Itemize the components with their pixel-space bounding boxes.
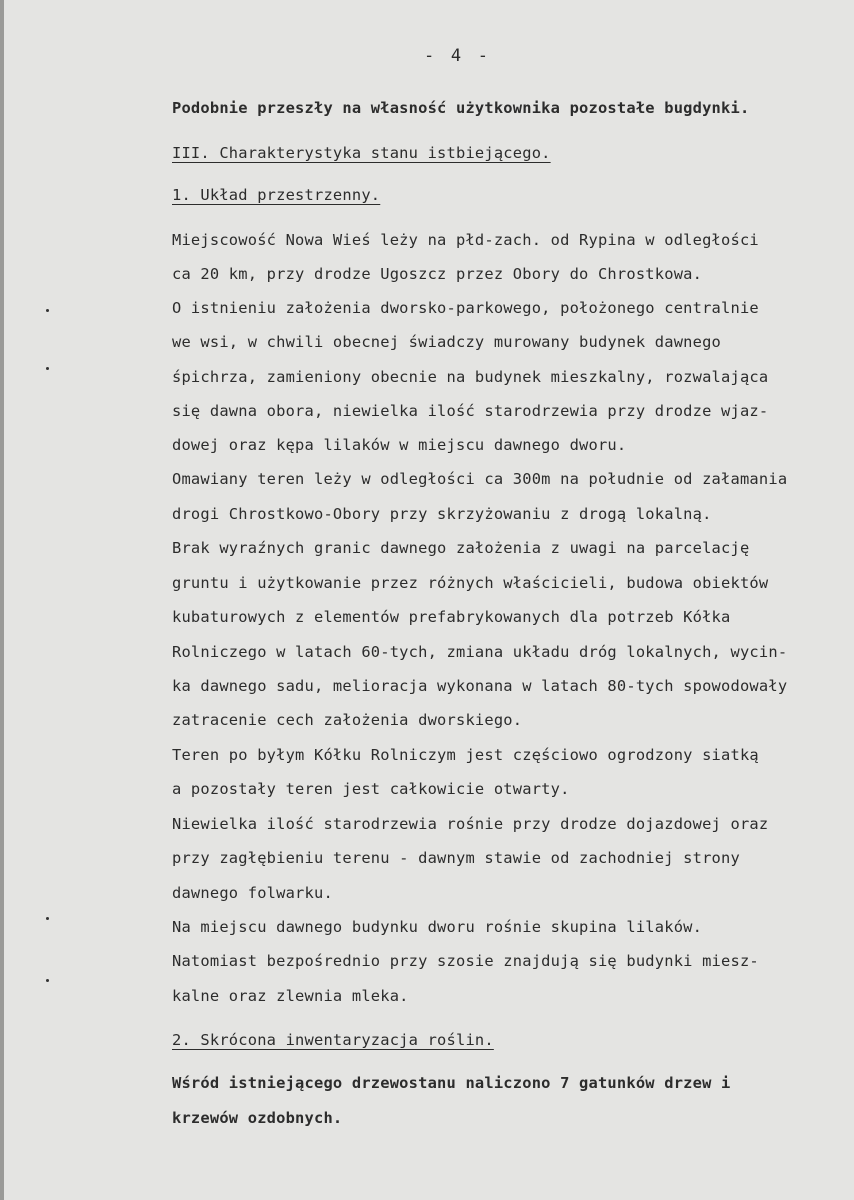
text-line: gruntu i użytkowanie przez różnych właścicieli, budowa obiektów xyxy=(172,574,769,592)
page-number: - 4 - xyxy=(424,46,489,66)
text-line: przy zagłębieniu terenu - dawnym stawie od zachodniej strony xyxy=(172,849,740,867)
text-line: a pozostały teren jest całkowicie otwarty. xyxy=(172,780,570,798)
text-line: drogi Chrostkowo-Obory przy skrzyżowaniu z drogą lokalną. xyxy=(172,505,712,523)
margin-mark xyxy=(46,979,49,982)
text-line: Omawiany teren leży w odległości ca 300m na południe od załamania xyxy=(172,470,788,488)
text-line: się dawna obora, niewielka ilość starodrzewia przy drodze wjaz- xyxy=(172,402,769,420)
margin-mark xyxy=(46,367,49,370)
margin-mark xyxy=(46,309,49,312)
text-line: Miejscowość Nowa Wieś leży na płd-zach. od Rypina w odległości xyxy=(172,231,759,249)
text-line: ca 20 km, przy drodze Ugoszcz przez Obory do Chrostkowa. xyxy=(172,265,703,283)
text-line: kalne oraz zlewnia mleka. xyxy=(172,987,409,1005)
text-line: kubaturowych z elementów prefabrykowanych dla potrzeb Kółka xyxy=(172,608,731,626)
text-line: Rolniczego w latach 60-tych, zmiana układu dróg lokalnych, wycin- xyxy=(172,643,788,661)
subsection-heading: 2. Skrócona inwentaryzacja roślin. xyxy=(172,1031,494,1049)
text-line: Teren po byłym Kółku Rolniczym jest częściowo ogrodzony siatką xyxy=(172,746,759,764)
text-line: Brak wyraźnych granic dawnego założenia z uwagi na parcelację xyxy=(172,539,750,557)
margin-mark xyxy=(46,917,49,920)
text-line: ka dawnego sadu, melioracja wykonana w latach 80-tych spowodowały xyxy=(172,677,788,695)
text-line: we wsi, w chwili obecnej świadczy murowany budynek dawnego xyxy=(172,333,722,351)
text-line: dowej oraz kępa lilaków w miejscu dawnego dworu. xyxy=(172,436,627,454)
section-heading: III. Charakterystyka stanu istbiejącego. xyxy=(172,144,551,162)
text-line: Podobnie przeszły na własność użytkownika pozostałe bugdynki. xyxy=(172,99,750,117)
scan-edge xyxy=(0,0,4,1200)
text-line: dawnego folwarku. xyxy=(172,884,333,902)
text-line: zatracenie cech założenia dworskiego. xyxy=(172,711,523,729)
text-line: śpichrza, zamieniony obecnie na budynek mieszkalny, rozwalająca xyxy=(172,368,769,386)
text-line: Na miejscu dawnego budynku dworu rośnie skupina lilaków. xyxy=(172,918,703,936)
subsection-heading: 1. Układ przestrzenny. xyxy=(172,186,381,204)
text-line: O istnieniu założenia dworsko-parkowego, położonego centralnie xyxy=(172,299,759,317)
text-line: Wśród istniejącego drzewostanu naliczono 7 gatunków drzew i xyxy=(172,1074,731,1092)
text-line: Natomiast bezpośrednio przy szosie znajdują się budynki miesz- xyxy=(172,952,759,970)
text-line: krzewów ozdobnych. xyxy=(172,1109,343,1127)
text-line: Niewielka ilość starodrzewia rośnie przy drodze dojazdowej oraz xyxy=(172,815,769,833)
